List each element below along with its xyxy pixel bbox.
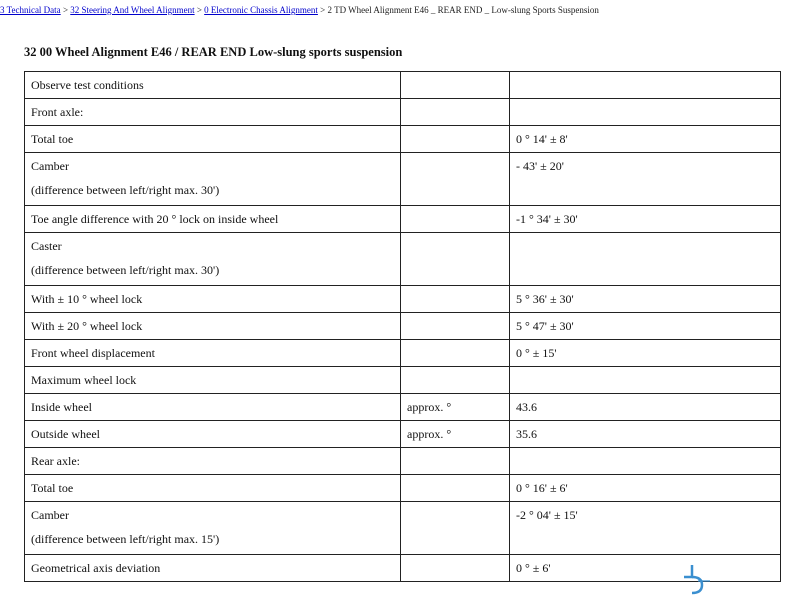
value-text [516,367,774,373]
qualifier-text [407,153,503,159]
value-text: - 43' ± 20' [516,159,564,173]
qualifier-cell [401,99,510,126]
value-text [516,72,774,78]
parameter-cell [25,153,401,206]
breadcrumb-item[interactable]: 3 Technical Data [0,5,61,15]
qualifier-text [407,313,503,319]
value-cell [510,286,781,313]
watermark-logo-icon [680,561,714,595]
parameter-cell [25,313,401,340]
parameter-cell [25,72,401,99]
parameter-label: (difference between left/right max. 30') [31,183,220,197]
value-cell [510,153,781,206]
value-cell [510,502,781,555]
table-row [25,286,781,313]
value-text [516,99,774,105]
parameter-label: Total toe [31,132,74,146]
parameter-label: Toe angle difference with 20 ° lock on inside wheel [31,212,279,226]
qualifier-cell [401,206,510,233]
qualifier-cell [401,421,510,448]
qualifier-cell [401,72,510,99]
table-row [25,126,781,153]
qualifier-text: approx. ° [407,400,452,414]
spec-table [24,71,781,582]
value-cell [510,367,781,394]
parameter-cell [25,340,401,367]
qualifier-cell [401,286,510,313]
qualifier-cell [401,502,510,555]
value-text: 0 ° ± 15' [516,346,557,360]
value-text [516,448,774,454]
qualifier-text [407,448,503,454]
table-row [25,555,781,582]
parameter-cell [25,367,401,394]
page-title: 32 00 Wheel Alignment E46 / REAR END Low-slung sports suspension [24,45,403,59]
parameter-label: Maximum wheel lock [31,373,137,387]
parameter-cell [25,206,401,233]
parameter-cell [25,448,401,475]
qualifier-cell [401,233,510,286]
parameter-cell [25,286,401,313]
table-row [25,502,781,555]
value-cell [510,421,781,448]
parameter-label: Camber [31,159,69,173]
value-text: 0 ° 14' ± 8' [516,132,568,146]
qualifier-text [407,206,503,212]
qualifier-text [407,502,503,508]
value-cell [510,72,781,99]
value-cell [510,340,781,367]
qualifier-text [407,475,503,481]
value-text: 0 ° 16' ± 6' [516,481,568,495]
table-row [25,367,781,394]
parameter-label: With ± 10 ° wheel lock [31,292,143,306]
table-row [25,206,781,233]
table-row [25,475,781,502]
breadcrumb-item: 2 TD Wheel Alignment E46 _ REAR END _ Low-slung Sports Suspension [327,5,599,15]
table-row [25,448,781,475]
breadcrumb-item[interactable]: 0 Electronic Chassis Alignment [204,5,318,15]
qualifier-text [407,286,503,292]
parameter-label: Outside wheel [31,427,100,441]
value-cell [510,233,781,286]
table-row [25,313,781,340]
parameter-cell [25,99,401,126]
parameter-label: (difference between left/right max. 30') [31,263,220,277]
qualifier-cell [401,153,510,206]
qualifier-text [407,555,503,561]
parameter-label: (difference between left/right max. 15') [31,532,220,546]
table-row [25,233,781,286]
breadcrumb-separator: > [320,5,326,15]
qualifier-text [407,126,503,132]
value-cell [510,206,781,233]
parameter-label: With ± 20 ° wheel lock [31,319,143,333]
parameter-label: Camber [31,508,69,522]
parameter-cell [25,502,401,555]
value-text: 0 ° ± 6' [516,561,551,575]
value-text: 35.6 [516,427,537,441]
parameter-label: Inside wheel [31,400,92,414]
qualifier-cell [401,475,510,502]
value-cell [510,394,781,421]
parameter-cell [25,394,401,421]
table-row [25,99,781,126]
parameter-cell [25,475,401,502]
qualifier-text [407,233,503,239]
parameter-cell [25,126,401,153]
parameter-label: Front wheel displacement [31,346,155,360]
value-text: 5 ° 36' ± 30' [516,292,574,306]
qualifier-text [407,340,503,346]
qualifier-text [407,72,503,78]
qualifier-cell [401,126,510,153]
parameter-label: Observe test conditions [31,78,144,92]
parameter-cell [25,421,401,448]
parameter-label: Geometrical axis deviation [31,561,161,575]
parameter-label: Front axle: [31,105,84,119]
value-text: -2 ° 04' ± 15' [516,508,578,522]
parameter-cell [25,555,401,582]
qualifier-text [407,99,503,105]
table-row [25,340,781,367]
value-cell [510,448,781,475]
qualifier-cell [401,394,510,421]
value-cell [510,126,781,153]
breadcrumb [0,5,599,15]
table-row [25,72,781,99]
breadcrumb-separator: > [196,5,202,15]
value-text: -1 ° 34' ± 30' [516,212,578,226]
parameter-cell [25,233,401,286]
qualifier-cell [401,555,510,582]
parameter-label: Caster [31,239,62,253]
breadcrumb-separator: > [62,5,69,15]
value-text: 43.6 [516,400,537,414]
value-text: 5 ° 47' ± 30' [516,319,574,333]
qualifier-text: approx. ° [407,427,452,441]
qualifier-cell [401,313,510,340]
breadcrumb-item[interactable]: 32 Steering And Wheel Alignment [70,5,195,15]
value-cell [510,99,781,126]
table-row [25,421,781,448]
parameter-label: Rear axle: [31,454,80,468]
table-row [25,394,781,421]
qualifier-cell [401,448,510,475]
qualifier-cell [401,367,510,394]
table-row [25,153,781,206]
value-cell [510,313,781,340]
value-cell [510,475,781,502]
value-cell [510,555,781,582]
qualifier-cell [401,340,510,367]
value-text [516,233,774,239]
parameter-label: Total toe [31,481,74,495]
qualifier-text [407,367,503,373]
